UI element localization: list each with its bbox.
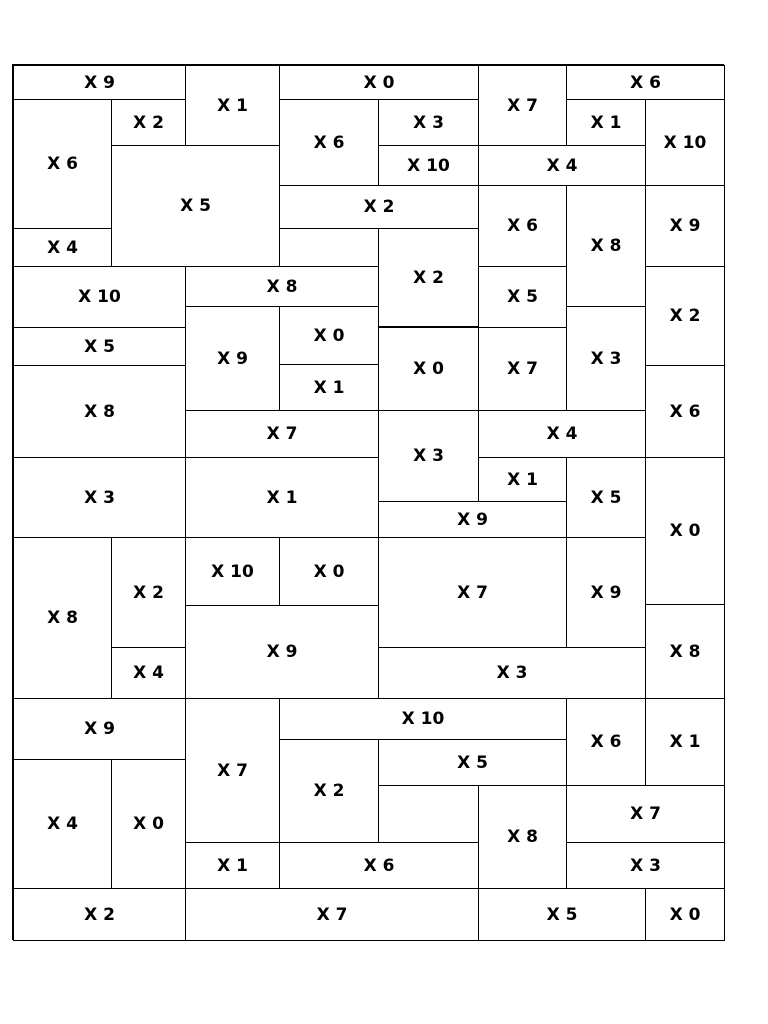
puzzle-cell[interactable]: X 6 (478, 185, 567, 267)
puzzle-cell[interactable]: X 0 (279, 65, 479, 100)
puzzle-cell[interactable]: X 0 (279, 537, 379, 606)
puzzle-cell[interactable]: X 3 (378, 410, 479, 502)
puzzle-cell[interactable]: X 2 (111, 99, 186, 146)
puzzle-cell[interactable]: X 3 (566, 842, 725, 889)
puzzle-cell[interactable]: X 4 (478, 145, 646, 186)
puzzle-cell[interactable]: X 1 (566, 99, 646, 146)
puzzle-cell[interactable]: X 5 (13, 327, 186, 366)
puzzle-cell[interactable]: X 9 (645, 185, 725, 267)
puzzle-cell[interactable]: X 4 (111, 647, 186, 699)
puzzle-cell[interactable]: X 8 (645, 604, 725, 699)
puzzle-cell[interactable]: X 2 (645, 266, 725, 366)
puzzle-cell[interactable]: X 10 (13, 266, 186, 328)
puzzle-cell[interactable]: X 8 (566, 185, 646, 307)
puzzle-cell[interactable]: X 8 (185, 266, 379, 307)
puzzle-cell[interactable]: X 1 (478, 457, 567, 502)
puzzle-cell[interactable]: X 10 (645, 99, 725, 186)
puzzle-cell[interactable]: X 1 (185, 457, 379, 538)
puzzle-cell-empty[interactable] (279, 228, 379, 267)
puzzle-cell[interactable]: X 7 (378, 537, 567, 648)
puzzle-cell[interactable]: X 3 (378, 99, 479, 146)
puzzle-cell[interactable]: X 2 (13, 888, 186, 941)
puzzle-cell[interactable]: X 7 (566, 785, 725, 843)
puzzle-cell[interactable]: X 6 (645, 365, 725, 458)
puzzle-cell[interactable]: X 2 (111, 537, 186, 648)
puzzle-cell[interactable]: X 8 (13, 365, 186, 458)
puzzle-cell[interactable]: X 9 (13, 65, 186, 100)
puzzle-cell[interactable]: X 6 (566, 698, 646, 786)
puzzle-cell[interactable]: X 1 (185, 65, 280, 146)
puzzle-cell[interactable]: X 7 (185, 698, 280, 843)
puzzle-cell[interactable]: X 1 (185, 842, 280, 889)
puzzle-cell[interactable]: X 5 (478, 888, 646, 941)
puzzle-cell[interactable]: X 3 (13, 457, 186, 538)
puzzle-cell[interactable]: X 4 (13, 759, 112, 889)
puzzle-cell[interactable]: X 10 (185, 537, 280, 606)
puzzle-cell[interactable]: X 3 (566, 306, 646, 411)
puzzle-cell[interactable]: X 4 (478, 410, 646, 458)
puzzle-cell[interactable]: X 9 (378, 501, 567, 538)
puzzle-cell[interactable]: X 8 (478, 785, 567, 889)
puzzle-cell[interactable]: X 5 (378, 739, 567, 786)
puzzle-cell[interactable]: X 7 (478, 65, 567, 146)
puzzle-cell[interactable]: X 0 (279, 306, 379, 365)
puzzle-cell[interactable]: X 0 (645, 888, 725, 941)
puzzle-cell[interactable]: X 9 (13, 698, 186, 760)
puzzle-cell[interactable]: X 0 (111, 759, 186, 889)
puzzle-cell[interactable]: X 6 (279, 842, 479, 889)
puzzle-cell[interactable]: X 2 (279, 739, 379, 843)
puzzle-cell[interactable]: X 6 (566, 65, 725, 100)
puzzle-cell[interactable]: X 9 (185, 605, 379, 699)
puzzle-cell[interactable]: X 6 (13, 99, 112, 229)
puzzle-cell[interactable]: X 2 (279, 185, 479, 229)
puzzle-cell[interactable]: X 7 (185, 888, 479, 941)
puzzle-cell[interactable]: X 6 (279, 99, 379, 186)
puzzle-cell[interactable]: X 0 (378, 327, 479, 411)
puzzle-cell[interactable]: X 7 (185, 410, 379, 458)
puzzle-cell[interactable]: X 10 (378, 145, 479, 186)
puzzle-cell[interactable]: X 10 (279, 698, 567, 740)
puzzle-cell[interactable]: X 4 (13, 228, 112, 267)
puzzle-cell[interactable]: X 9 (566, 537, 646, 648)
puzzle-cell[interactable]: X 3 (378, 647, 646, 699)
puzzle-cell[interactable]: X 0 (645, 457, 725, 605)
puzzle-cell[interactable]: X 7 (478, 327, 567, 411)
puzzle-cell[interactable]: X 2 (378, 228, 479, 327)
puzzle-cell[interactable]: X 1 (279, 364, 379, 411)
puzzle-cell[interactable]: X 5 (111, 145, 280, 267)
puzzle-board (12, 64, 724, 940)
puzzle-cell[interactable]: X 9 (185, 306, 280, 411)
puzzle-cell[interactable]: X 5 (566, 457, 646, 538)
puzzle-cell[interactable]: X 1 (645, 698, 725, 786)
puzzle-cell[interactable]: X 8 (13, 537, 112, 699)
puzzle-cell[interactable]: X 5 (478, 266, 567, 328)
